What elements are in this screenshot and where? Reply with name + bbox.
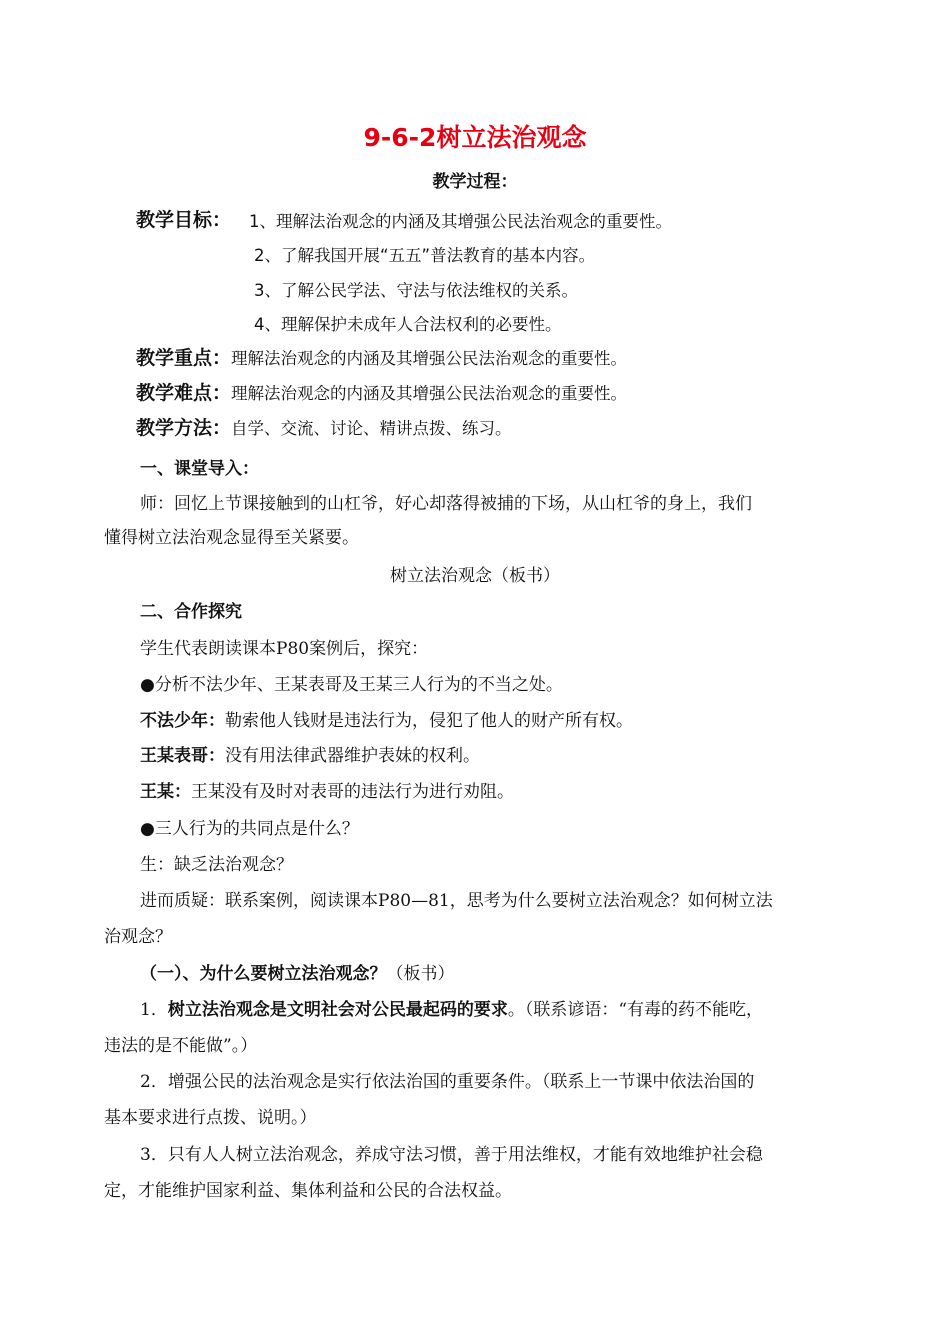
answer-text: 勒索他人钱财是违法行为，侵犯了他人的财产所有权。 bbox=[225, 711, 633, 731]
paragraph-line: 学生代表朗读课本P80案例后，探究： bbox=[140, 639, 429, 659]
objective-item: 2、了解我国开展“五五”普法教育的基本内容。 bbox=[254, 246, 596, 265]
paragraph-line: 违法的是不能做”。） bbox=[104, 1036, 258, 1056]
page-subtitle: 教学过程： bbox=[432, 172, 518, 192]
answer-text: 没有用法律武器维护表妹的权利。 bbox=[225, 746, 480, 766]
answer-item bbox=[140, 711, 633, 731]
answer-label: 不法少年： bbox=[140, 711, 225, 731]
objectives-label: 教学目标： bbox=[136, 209, 232, 231]
objective-item: 4、理解保护未成年人合法权利的必要性。 bbox=[254, 315, 562, 334]
reason-item: 1．树立法治观念是文明社会对公民最起码的要求。（联系谚语：“有毒的药不能吃， bbox=[140, 1000, 764, 1020]
paragraph-line: 进而质疑：联系案例，阅读课本P80—81，思考为什么要树立法治观念？如何树立法 bbox=[140, 891, 773, 911]
paragraph-line: 生：缺乏法治观念？ bbox=[140, 855, 293, 875]
paragraph-line: 定，才能维护国家利益、集体利益和公民的合法权益。 bbox=[104, 1181, 512, 1201]
section-heading: 一、课堂导入： bbox=[140, 459, 259, 479]
method-text: 自学、交流、讨论、精讲点拨、练习。 bbox=[231, 419, 512, 438]
reason-item: 3．只有人人树立法治观念，养成守法习惯，善于用法维权，才能有效地维护社会稳 bbox=[140, 1145, 763, 1165]
difficult-point-text: 理解法治观念的内涵及其增强公民法治观念的重要性。 bbox=[231, 384, 628, 403]
objective-item: 3、了解公民学法、守法与依法维权的关系。 bbox=[254, 281, 578, 300]
paragraph-line: 懂得树立法治观念显得至关紧要。 bbox=[104, 528, 359, 548]
answer-text: 王某没有及时对表哥的违法行为进行劝阻。 bbox=[191, 782, 514, 802]
subsection-heading: （一）、为什么要树立法治观念？（板书） bbox=[140, 964, 455, 984]
method-label: 教学方法： bbox=[136, 417, 232, 439]
board-note: 树立法治观念（板书） bbox=[390, 566, 560, 586]
key-point-label: 教学重点： bbox=[136, 347, 232, 369]
teaching-method bbox=[136, 413, 512, 440]
answer-label: 王某表哥： bbox=[140, 746, 225, 766]
answer-label: 王某： bbox=[140, 782, 191, 802]
answer-item bbox=[140, 746, 480, 766]
difficult-point bbox=[136, 378, 627, 405]
objective-item: 1、理解法治观念的内涵及其增强公民法治观念的重要性。 bbox=[249, 212, 672, 231]
difficult-point-label: 教学难点： bbox=[136, 382, 232, 404]
paragraph-line: 治观念？ bbox=[104, 927, 172, 947]
key-point bbox=[136, 343, 627, 370]
question-item: ●三人行为的共同点是什么？ bbox=[140, 819, 359, 839]
key-point-text: 理解法治观念的内涵及其增强公民法治观念的重要性。 bbox=[231, 349, 628, 368]
section-heading: 二、合作探究 bbox=[140, 602, 242, 622]
question-item: ●分析不法少年、王某表哥及王某三人行为的不当之处。 bbox=[140, 675, 563, 695]
paragraph-line: 师：回忆上节课接触到的山杠爷，好心却落得被捕的下场，从山杠爷的身上，我们 bbox=[140, 494, 752, 514]
answer-item bbox=[140, 782, 514, 802]
paragraph-line: 基本要求进行点拨、说明。） bbox=[104, 1108, 317, 1128]
reason-item: 2．增强公民的法治观念是实行依法治国的重要条件。（联系上一节课中依法治国的 bbox=[140, 1072, 755, 1092]
page-title: 9-6-2树立法治观念 bbox=[363, 123, 587, 152]
